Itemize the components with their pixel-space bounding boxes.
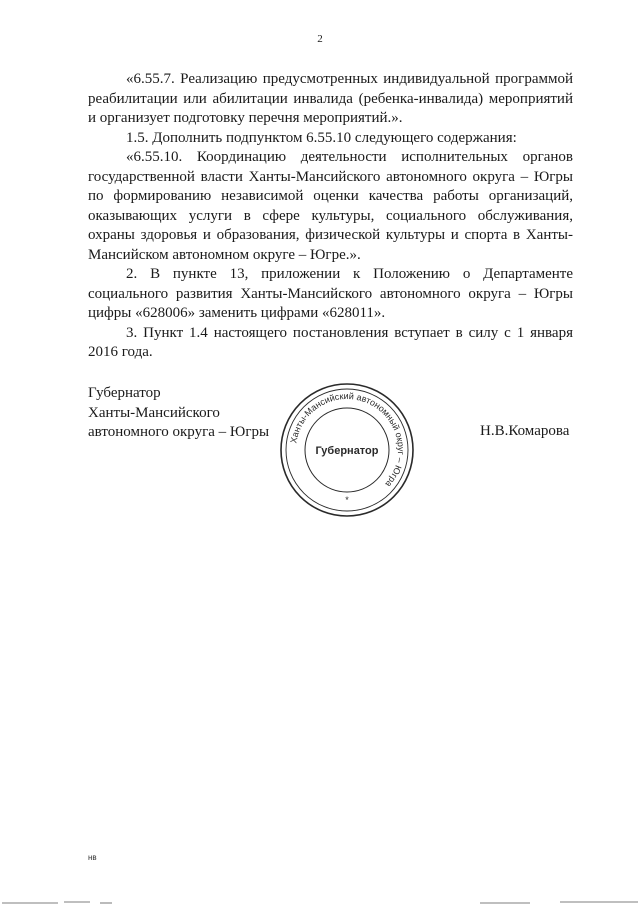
paragraph-1-5: 1.5. Дополнить подпунктом 6.55.10 следующего содержания: — [126, 129, 517, 146]
paragraph-6-55-7: «6.55.7. Реализацию предусмотренных индивидуальной программой реабилитации или абилитации инвалида (ребенка-инвалида) мероприятий и организует подготовку перечня мероприятий.». — [88, 71, 573, 126]
footer-code: нв — [88, 853, 97, 862]
paragraph-2: 2. В пункте 13, приложении к Положению о Департаменте социального развития Ханты-Мансийского автономного округа – Югры цифры «628006» заменить цифрами «628011». — [88, 266, 573, 321]
scan-artifact-strip — [0, 898, 640, 905]
page-number: 2 — [317, 33, 323, 45]
seal-star: * — [345, 495, 349, 505]
document-body — [88, 70, 573, 363]
official-seal — [279, 382, 415, 518]
signatory-title-line-3: автономного округа – Югры — [88, 424, 270, 440]
seal-ring-text: Ханты-Мансийский автономный округ – Югра — [288, 390, 407, 490]
signatory-title-line-1: Губернатор — [88, 385, 161, 401]
paragraph-6-55-10: «6.55.10. Координацию деятельности исполнительных органов государственной власти Ханты-Мансийского автономного округа – Югры по формированию независимой оценки качества работы организаций, оказывающих услуги в сфере культуры, социального обслуживания, охраны здоровья и образования, физической культуры и спорта в Ханты-Мансийском автономном округе – Югре.». — [88, 149, 573, 263]
signer-name: Н.В.Комарова — [480, 423, 570, 439]
signatory-title — [88, 384, 269, 443]
seal-center-label: Губернатор — [315, 445, 379, 457]
signatory-title-line-2: Ханты-Мансийского — [88, 404, 220, 421]
paragraph-3: 3. Пункт 1.4 настоящего постановления вступает в силу с 1 января 2016 года. — [88, 324, 573, 360]
